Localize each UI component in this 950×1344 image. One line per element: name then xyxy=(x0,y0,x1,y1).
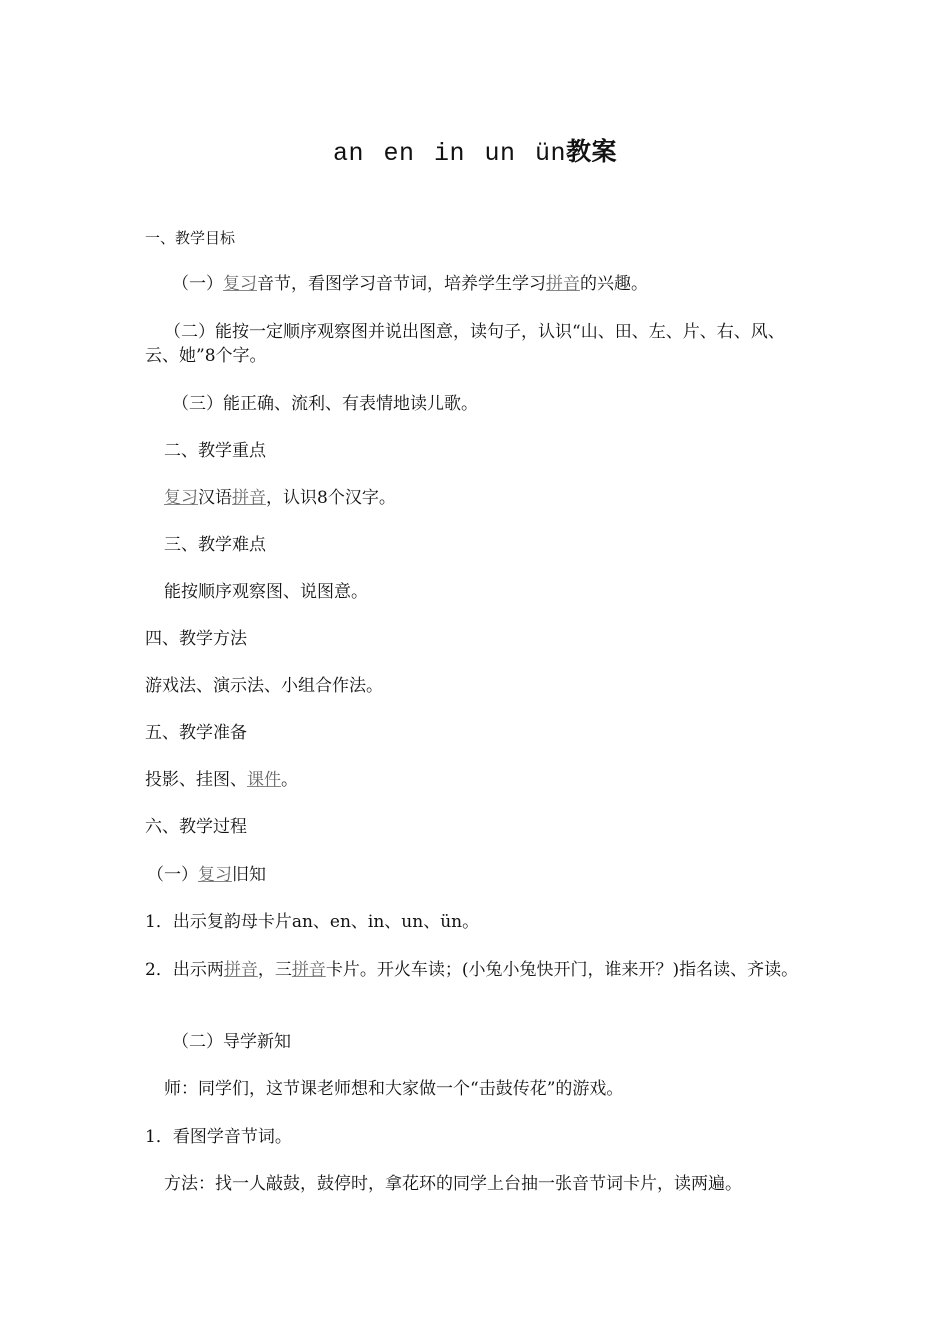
key-text: 汉语 xyxy=(198,488,232,508)
teacher-line: 师：同学们，这节课老师想和大家做一个“击鼓传花”的游戏。 xyxy=(164,1079,624,1099)
process-heading: 六、教学过程 xyxy=(145,817,247,837)
link-kejian[interactable]: 课件 xyxy=(247,770,281,790)
step-2-mid: ，三 xyxy=(257,960,292,980)
step-2-suffix: 卡片。开火车读；(小兔小兔快开门，谁来开？)指名读、齐读。 xyxy=(325,960,799,980)
method-heading: 四、教学方法 xyxy=(145,629,247,649)
step-1: 1．出示复韵母卡片an、en、in、un、ün。 xyxy=(145,912,480,932)
review-heading xyxy=(147,863,812,887)
goal-1-text: 音节，看图学习音节词，培养学生学习 xyxy=(257,274,546,294)
title-cn: 教案 xyxy=(566,137,618,166)
prep-text xyxy=(145,768,810,792)
method-text: 游戏法、演示法、小组合作法。 xyxy=(145,676,383,696)
goal-1-suffix: 的兴趣。 xyxy=(580,274,648,294)
key-suffix: ，认识8个汉字。 xyxy=(266,488,396,508)
key-heading: 二、教学重点 xyxy=(164,441,266,461)
difficulty-heading: 三、教学难点 xyxy=(164,535,266,555)
goal-3: （三）能正确、流利、有表情地读儿歌。 xyxy=(172,394,478,414)
prep-suffix: 。 xyxy=(281,770,298,790)
review-prefix: （一） xyxy=(147,865,198,885)
step-2-prefix: 2．出示两 xyxy=(145,960,224,980)
link-fuxi[interactable]: 复习 xyxy=(223,274,257,294)
link-pinyin[interactable]: 拼音 xyxy=(223,960,258,980)
link-pinyin[interactable]: 拼音 xyxy=(232,488,266,508)
goal-2: （二）能按一定顺序观察图并说出图意，读句子，认识“山、田、左、片、右、风、云、她”8个字。 xyxy=(145,322,785,366)
prep-heading: 五、教学准备 xyxy=(145,723,247,743)
link-pinyin[interactable]: 拼音 xyxy=(546,274,580,294)
prep-prefix: 投影、挂图、 xyxy=(145,770,247,790)
goal-1 xyxy=(172,272,837,296)
review-suffix: 旧知 xyxy=(232,865,266,885)
link-fuxi[interactable]: 复习 xyxy=(164,488,198,508)
difficulty-text: 能按顺序观察图、说图意。 xyxy=(164,582,368,602)
step-2 xyxy=(145,958,813,982)
goal-1-prefix: （一） xyxy=(172,274,223,294)
goals-heading: 一、教学目标 xyxy=(145,229,236,247)
guide-heading: （二）导学新知 xyxy=(172,1032,291,1052)
key-points xyxy=(164,486,829,510)
link-pinyin[interactable]: 拼音 xyxy=(291,960,326,980)
step-3: 1．看图学音节词。 xyxy=(145,1127,292,1147)
method-detail: 方法：找一人敲鼓，鼓停时，拿花环的同学上台抽一张音节词卡片，读两遍。 xyxy=(164,1174,742,1194)
link-fuxi[interactable]: 复习 xyxy=(198,865,232,885)
document-title xyxy=(0,132,950,168)
title-latin: an en in un ün xyxy=(332,139,567,168)
